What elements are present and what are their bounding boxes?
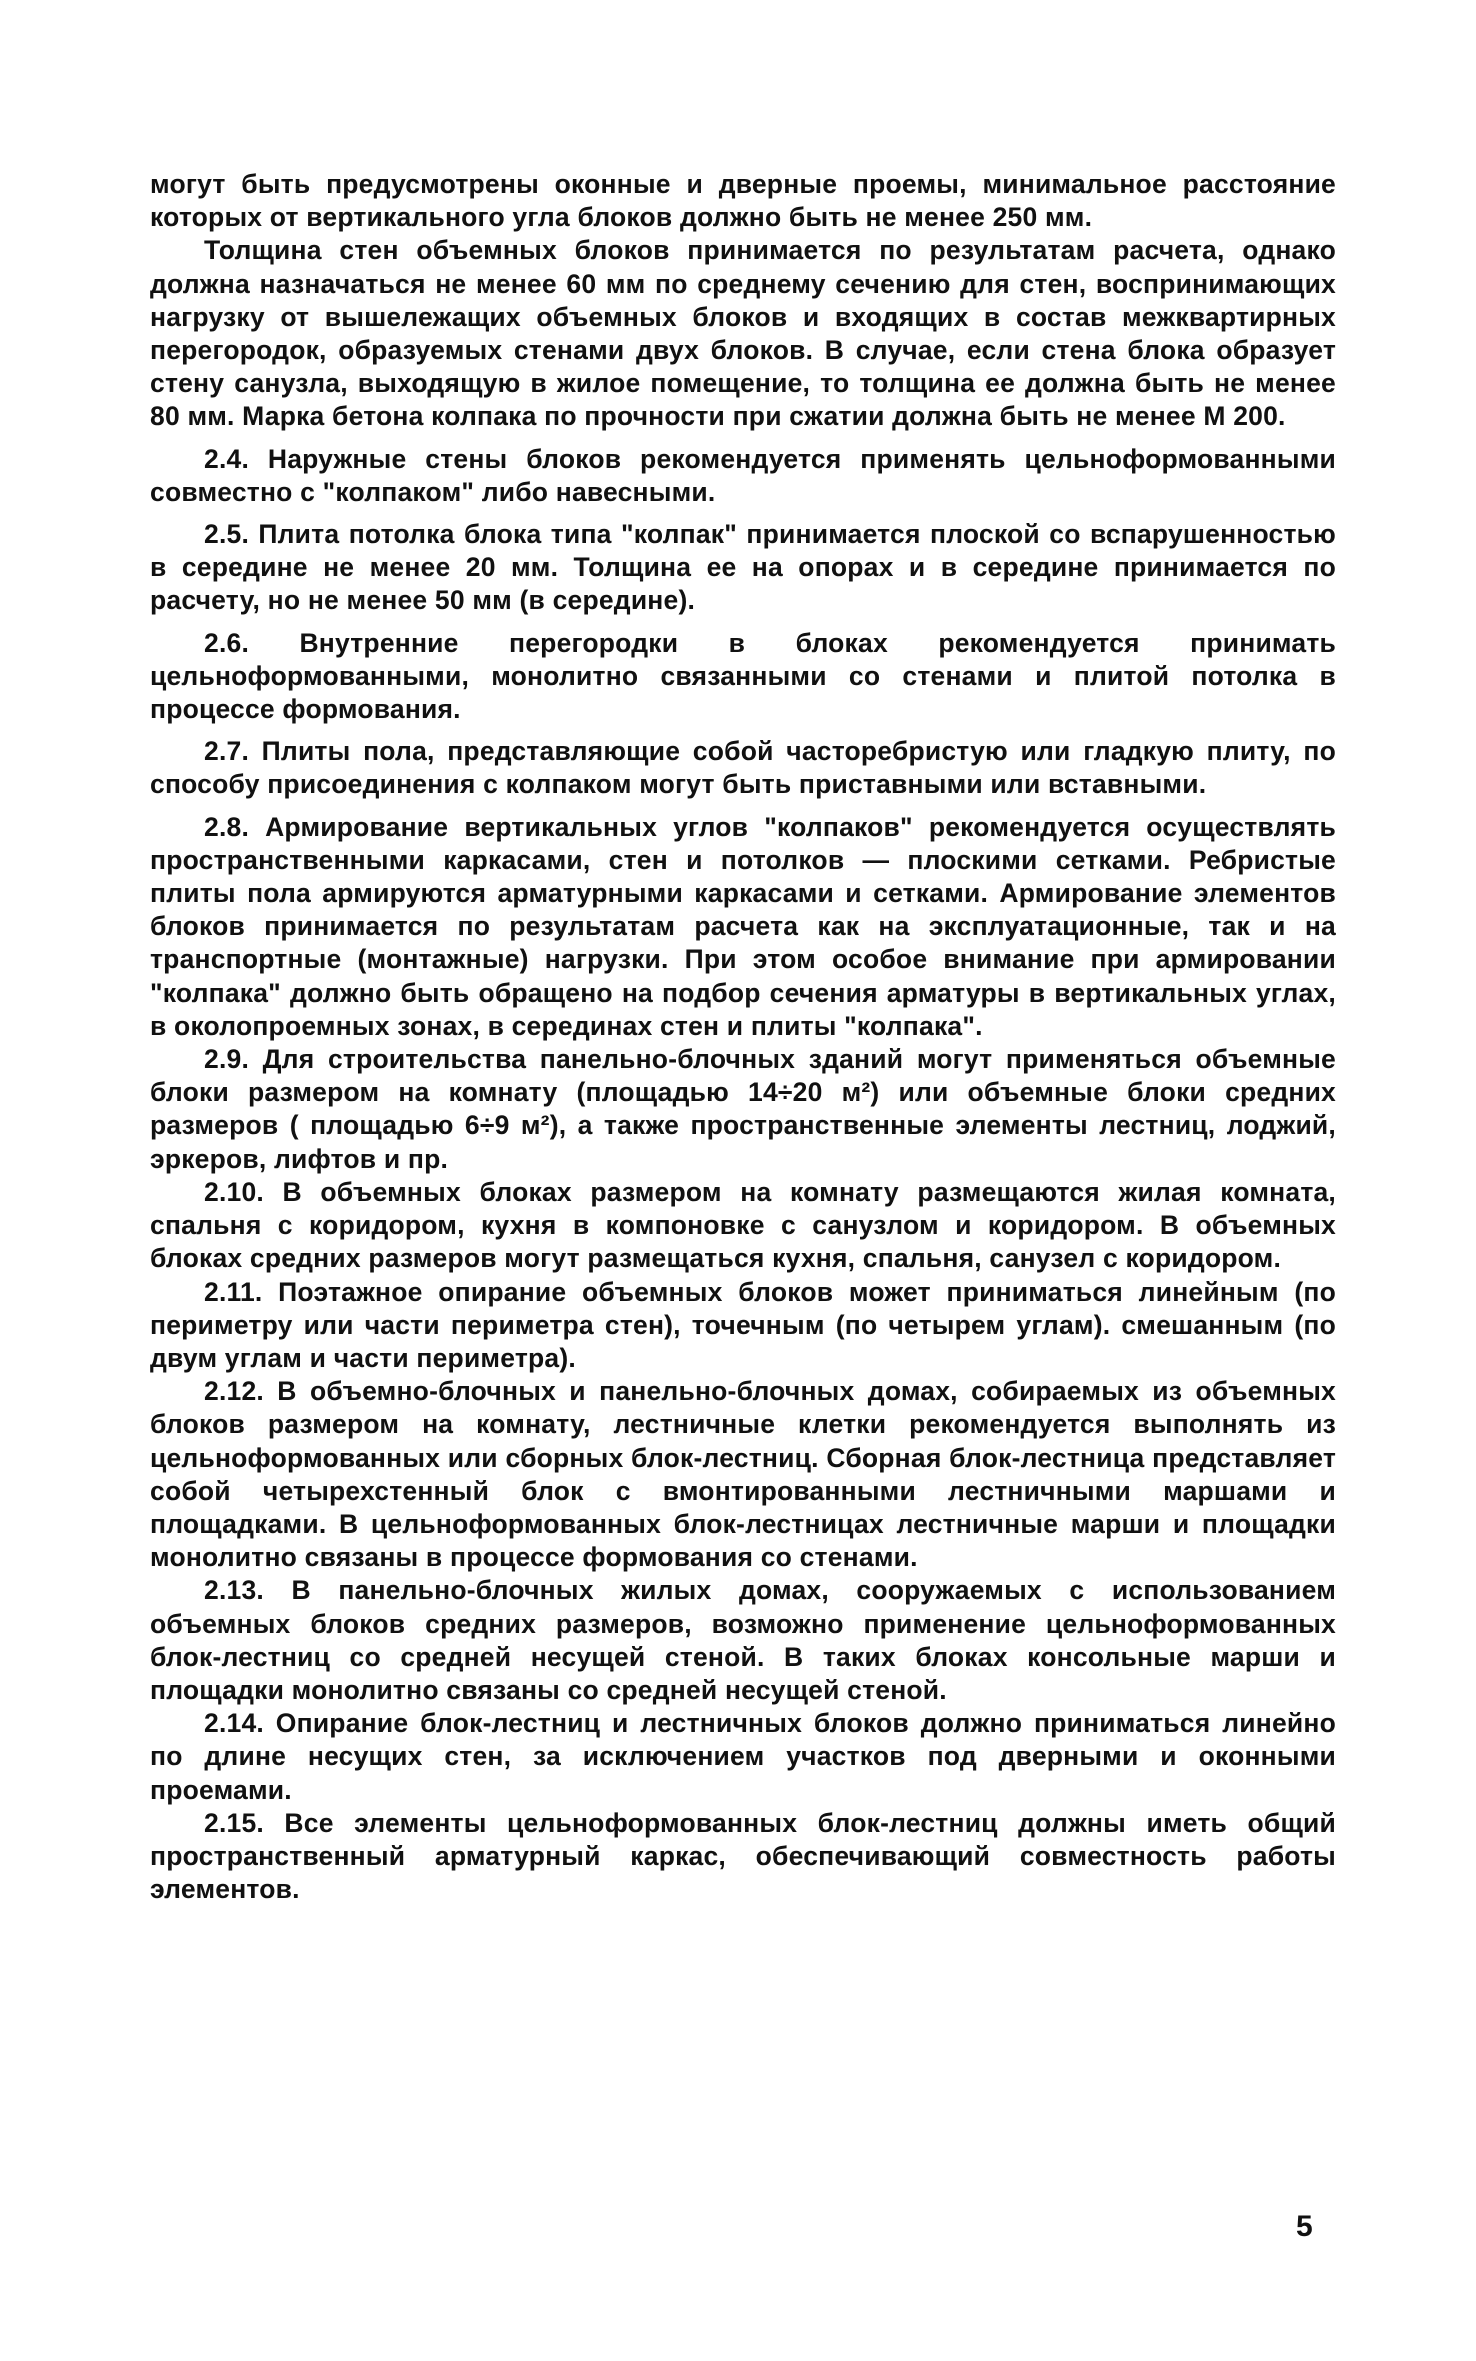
page-text: [150, 168, 1336, 1906]
paragraph-2-6: 2.6. Внутренние перегородки в блоках рекомендуется принимать цельноформованными, монолитно связанными со стенами и плитой потолка в процессе формования.: [150, 627, 1336, 725]
paragraph-2-14: 2.14. Опирание блок-лестниц и лестничных блоков должно приниматься линейно по длине несущих стен, за исключением участков под дверными и оконными проемами.: [150, 1708, 1336, 1805]
paragraph-2-10: 2.10. В объемных блоках размером на комнату размещаются жилая комната, спальня с коридором, кухня в компоновке с санузлом и коридором. В объемных блоках средних размеров могут размещаться кухня, спальня, санузел с коридором.: [150, 1176, 1336, 1274]
paragraph-2-13: 2.13. В панельно-блочных жилых домах, сооружаемых с использованием объемных блоков средних размеров, возможно применение цельноформованных блок-лестниц со средней несущей стеной. В таких блоках консольные марши и площадки монолитно связаны со средней несущей стеной.: [150, 1575, 1336, 1705]
paragraph-2-12: 2.12. В объемно-блочных и панельно-блочных домах, собираемых из объемных блоков размером на комнату, лестничные клетки рекомендуется выполнять из цельноформованных или сборных блок-лестниц. Сборная блок-лестница представляет собой четырехстенный блок с вмонтированными лестничными маршами и площадками. В цельноформованных блок-лестницах лестничные марши и площадки монолитно связаны в процессе формования со стенами.: [150, 1376, 1336, 1573]
paragraph-2-4: 2.4. Наружные стены блоков рекомендуется применять цельноформованными совместно с "колпаком" либо навесными.: [150, 443, 1336, 507]
paragraph-2-9: 2.9. Для строительства панельно-блочных зданий могут применяться объемные блоки размером на комнату (площадью 14÷20 м²) или объемные блоки средних размеров ( площадью 6÷9 м²), а также пространственные элементы лестниц, лоджий, эркеров, лифтов и пр.: [150, 1044, 1336, 1174]
paragraph-continuation: могут быть предусмотрены оконные и дверные проемы, минимальное расстояние которых от вертикального угла блоков должно быть не менее 250 мм.: [150, 169, 1336, 233]
paragraph-2-11: 2.11. Поэтажное опирание объемных блоков может приниматься линейным (по периметру или части периметра стен), точечным (по четырем углам). смешанным (по двум углам и части периметра).: [150, 1276, 1336, 1373]
paragraph-2-7: 2.7. Плиты пола, представляющие собой часторебристую или гладкую плиту, по способу присоединения с колпаком могут быть приставными или вставными.: [150, 736, 1336, 800]
page-number: 5: [1296, 2210, 1313, 2243]
paragraph-wall-thickness: Толщина стен объемных блоков принимается по результатам расчета, однако должна назначаться не менее 60 мм по среднему сечению для стен, воспринимающих нагрузку от вышележащих объемных блоков и входящих в состав межквартирных перегородок, образуемых стенами двух блоков. В случае, если стена блока образует стену санузла, выходящую в жилое помещение, то толщина ее должна быть не менее 80 мм. Марка бетона колпака по прочности при сжатии должна быть не менее М 200.: [150, 235, 1336, 432]
paragraph-2-15: 2.15. Все элементы цельноформованных блок-лестниц должны иметь общий пространственный арматурный каркас, обеспечивающий совместность работы элементов.: [150, 1807, 1336, 1905]
paragraph-2-8: 2.8. Армирование вертикальных углов "колпаков" рекомендуется осуществлять пространственными каркасами, стен и потолков — плоскими сетками. Ребристые плиты пола армируются арматурными каркасами и сетками. Армирование элементов блоков принимается по результатам расчета как на эксплуатационные, так и на транспортные (монтажные) нагрузки. При этом особое внимание при армировании "колпака" должно быть обращено на подбор сечения арматуры в вертикальных углах, в околопроемных зонах, в серединах стен и плиты "колпака".: [150, 811, 1336, 1041]
paragraph-2-5: 2.5. Плита потолка блока типа "колпак" принимается плоской со вспарушенностью в середине не менее 20 мм. Толщина ее на опорах и в середине принимается по расчету, но не менее 50 мм (в середине).: [150, 519, 1336, 616]
